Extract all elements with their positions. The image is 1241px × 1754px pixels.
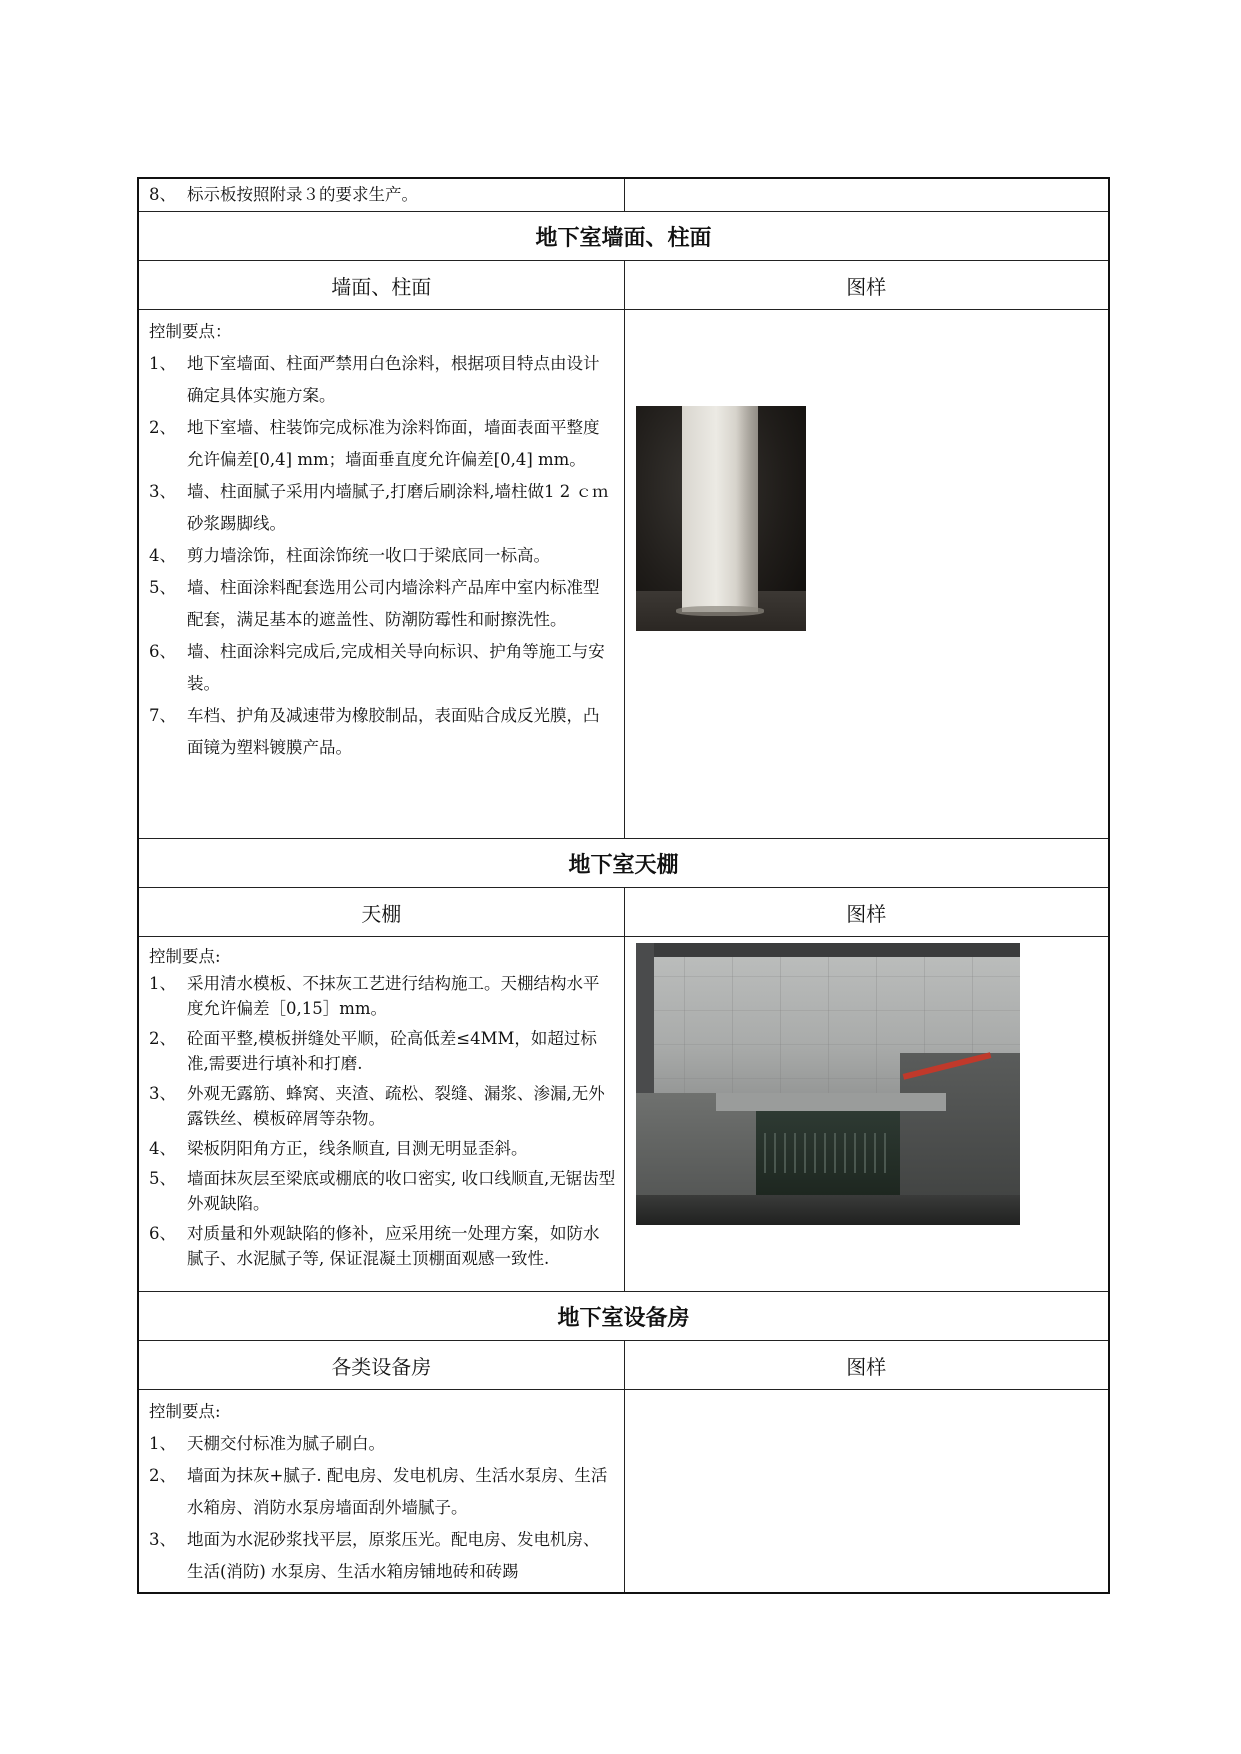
document-page bbox=[137, 177, 1110, 1594]
item-number: 1、 bbox=[149, 974, 176, 993]
list-item bbox=[149, 1026, 616, 1076]
item-text: 天棚交付标准为腻子刷白。 bbox=[187, 1434, 385, 1453]
item-number: 5、 bbox=[149, 1169, 176, 1188]
table-row bbox=[138, 178, 1109, 212]
list-item bbox=[149, 1166, 616, 1216]
item-number: 4、 bbox=[149, 1139, 176, 1158]
item-text: 砼面平整,模板拼缝处平顺，砼高低差≤4MM，如超过标准,需要进行填补和打磨. bbox=[187, 1029, 597, 1073]
column-header-left: 各类设备房 bbox=[138, 1341, 624, 1390]
list-item bbox=[149, 572, 616, 636]
item-number: 8、 bbox=[149, 185, 176, 204]
list-item bbox=[149, 1081, 616, 1131]
item-number: 6、 bbox=[149, 642, 176, 661]
item-text: 墙、柱面涂料配套选用公司内墙涂料产品库中室内标准型配套，满足基本的遮盖性、防潮防霉性和耐擦洗性。 bbox=[187, 578, 600, 629]
item-text: 车档、护角及减速带为橡胶制品，表面贴合成反光膜，凸面镜为塑料镀膜产品。 bbox=[187, 706, 600, 757]
item-number: 6、 bbox=[149, 1224, 176, 1243]
list-item bbox=[149, 1136, 616, 1161]
item-number: 7、 bbox=[149, 706, 176, 725]
table-row bbox=[138, 310, 1109, 839]
item-number: 4、 bbox=[149, 546, 176, 565]
section-title-ceiling: 地下室天棚 bbox=[138, 839, 1109, 888]
item-number: 1、 bbox=[149, 1434, 176, 1453]
pillar-photo bbox=[636, 406, 806, 631]
column-header-right: 图样 bbox=[624, 1341, 1109, 1390]
section-title-walls: 地下室墙面、柱面 bbox=[138, 212, 1109, 261]
item-text: 对质量和外观缺陷的修补，应采用统一处理方案，如防水腻子、水泥腻子等, 保证混凝土顶棚面观感一致性. bbox=[187, 1224, 600, 1268]
item-text: 墙、柱面涂料完成后,完成相关导向标识、护角等施工与安装。 bbox=[187, 642, 605, 693]
table-row bbox=[138, 937, 1109, 1292]
column-header-left: 墙面、柱面 bbox=[138, 261, 624, 310]
item-number: 2、 bbox=[149, 1029, 176, 1048]
list-item bbox=[149, 1428, 616, 1460]
item-text: 采用清水模板、不抹灰工艺进行结构施工。天棚结构水平度允许偏差［0,15］mm。 bbox=[187, 974, 600, 1018]
item-number: 3、 bbox=[149, 482, 176, 501]
list-item bbox=[149, 348, 616, 412]
table-row bbox=[138, 1390, 1109, 1594]
list-item bbox=[149, 1221, 616, 1271]
item-number: 5、 bbox=[149, 578, 176, 597]
column-header-right: 图样 bbox=[624, 888, 1109, 937]
item-text: 剪力墙涂饰，柱面涂饰统一收口于梁底同一标高。 bbox=[187, 546, 550, 565]
list-item bbox=[149, 971, 616, 1021]
ceiling-text-cell bbox=[138, 937, 624, 1292]
control-points-label: 控制要点: bbox=[149, 1402, 221, 1421]
item-text: 墙面抹灰层至梁底或棚底的收口密实, 收口线顺直,无锯齿型外观缺陷。 bbox=[187, 1169, 616, 1213]
spec-table bbox=[137, 177, 1110, 1594]
table-row bbox=[138, 261, 1109, 310]
walls-text-cell bbox=[138, 310, 624, 839]
table-row bbox=[138, 212, 1109, 261]
list-item bbox=[149, 179, 616, 211]
item-text: 地下室墙、柱装饰完成标准为涂料饰面，墙面表面平整度允许偏差[0,4] mm；墙面垂直度允许偏差[0,4] mm。 bbox=[187, 418, 600, 469]
list-item bbox=[149, 700, 616, 764]
column-header-right: 图样 bbox=[624, 261, 1109, 310]
list-item bbox=[149, 476, 616, 540]
table-row bbox=[138, 1341, 1109, 1390]
table-row bbox=[138, 839, 1109, 888]
item-text: 墙、柱面腻子采用内墙腻子,打磨后刷涂料,墙柱做1 2 ｃｍ砂浆踢脚线。 bbox=[187, 482, 609, 533]
item-text: 墙面为抹灰+腻子. 配电房、发电机房、生活水泵房、生活水箱房、消防水泵房墙面刮外墙腻子。 bbox=[187, 1466, 608, 1517]
equipment-text-cell bbox=[138, 1390, 624, 1594]
equipment-image-cell bbox=[624, 1390, 1109, 1594]
row8-image-cell bbox=[624, 178, 1109, 212]
list-item bbox=[149, 636, 616, 700]
control-points-label: 控制要点： bbox=[149, 322, 232, 341]
control-points-label: 控制要点: bbox=[149, 947, 221, 966]
item-number: 3、 bbox=[149, 1084, 176, 1103]
section-title-equipment: 地下室设备房 bbox=[138, 1292, 1109, 1341]
item-number: 2、 bbox=[149, 1466, 176, 1485]
table-row bbox=[138, 888, 1109, 937]
item-text: 梁板阴阳角方正，线条顺直, 目测无明显歪斜。 bbox=[187, 1139, 528, 1158]
item-text: 地面为水泥砂浆找平层，原浆压光。配电房、发电机房、生活(消防) 水泵房、生活水箱房铺地砖和砖踢 bbox=[187, 1530, 600, 1581]
list-item bbox=[149, 1524, 616, 1588]
table-row bbox=[138, 1292, 1109, 1341]
column-header-left: 天棚 bbox=[138, 888, 624, 937]
ceiling-image-cell bbox=[624, 937, 1109, 1292]
item-text: 地下室墙面、柱面严禁用白色涂料，根据项目特点由设计确定具体实施方案。 bbox=[187, 354, 600, 405]
item-text: 标示板按照附录３的要求生产。 bbox=[187, 185, 418, 204]
item-number: 2、 bbox=[149, 418, 176, 437]
walls-image-cell bbox=[624, 310, 1109, 839]
item-number: 1、 bbox=[149, 354, 176, 373]
ceiling-photo bbox=[636, 943, 1020, 1225]
list-item bbox=[149, 1460, 616, 1524]
list-item bbox=[149, 540, 616, 572]
row8-text-cell bbox=[138, 178, 624, 212]
item-number: 3、 bbox=[149, 1530, 176, 1549]
item-text: 外观无露筋、蜂窝、夹渣、疏松、裂缝、漏浆、渗漏,无外露铁丝、模板碎屑等杂物。 bbox=[187, 1084, 605, 1128]
list-item bbox=[149, 412, 616, 476]
